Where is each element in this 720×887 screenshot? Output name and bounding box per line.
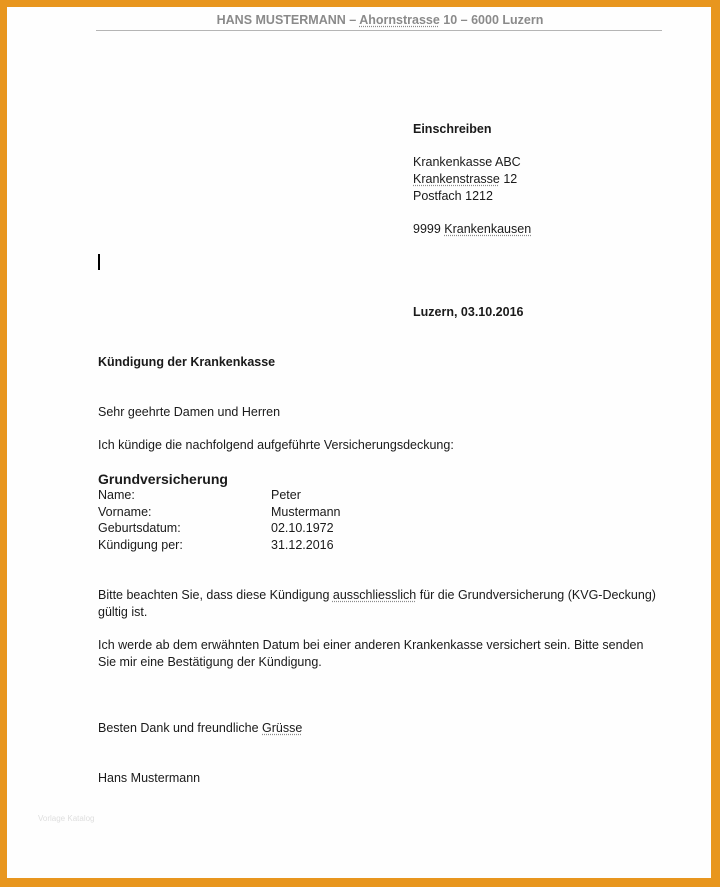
delivery-method: Einschreiben bbox=[413, 122, 492, 136]
letterhead-name: HANS MUSTERMANN bbox=[216, 13, 346, 27]
paragraph-request-line2: Sie mir eine Bestätigung der Kündigung. bbox=[98, 655, 322, 669]
detail-label: Name: bbox=[98, 488, 135, 502]
intro-text: Ich kündige die nachfolgend aufgeführte Versicherungsdeckung: bbox=[98, 438, 454, 452]
subject-line: Kündigung der Krankenkasse bbox=[98, 355, 276, 369]
closing-line: Besten Dank und freundliche Grüsse bbox=[98, 721, 303, 735]
detail-label: Vorname: bbox=[98, 505, 152, 519]
letterhead: HANS MUSTERMANN – Ahornstrasse 10 – 6000 Luzern bbox=[216, 13, 544, 27]
letterhead-address: 10 – 6000 Luzern bbox=[439, 13, 544, 27]
header-divider bbox=[96, 30, 662, 31]
recipient-street: Krankenstrasse 12 bbox=[413, 172, 518, 186]
detail-value: 02.10.1972 bbox=[271, 521, 334, 535]
detail-value: Mustermann bbox=[271, 505, 341, 519]
salutation: Sehr geehrte Damen und Herren bbox=[98, 405, 281, 419]
recipient-postbox: Postfach 1212 bbox=[413, 189, 493, 203]
place-date: Luzern, 03.10.2016 bbox=[413, 305, 524, 319]
watermark: Vorlage Katalog bbox=[38, 814, 95, 823]
signature-name: Hans Mustermann bbox=[98, 771, 201, 785]
letterhead-street: Ahornstrasse bbox=[359, 13, 440, 27]
paragraph-request: Ich werde ab dem erwähnten Datum bei einer anderen Krankenkasse versichert sein. Bitte senden bbox=[98, 638, 644, 652]
paragraph-scope-line2: gültig ist. bbox=[98, 605, 148, 619]
paragraph-scope: Bitte beachten Sie, dass diese Kündigung ausschliesslich für die Grundversicherung (KVG-Deckung) bbox=[98, 588, 656, 602]
text-cursor[interactable] bbox=[98, 254, 100, 270]
section-title: Grundversicherung bbox=[98, 471, 228, 487]
detail-value: Peter bbox=[271, 488, 301, 502]
detail-value: 31.12.2016 bbox=[271, 538, 334, 552]
detail-label: Geburtsdatum: bbox=[98, 521, 181, 535]
detail-label: Kündigung per: bbox=[98, 538, 183, 552]
recipient-city: 9999 Krankenkausen bbox=[413, 222, 532, 236]
recipient-company: Krankenkasse ABC bbox=[413, 155, 521, 169]
